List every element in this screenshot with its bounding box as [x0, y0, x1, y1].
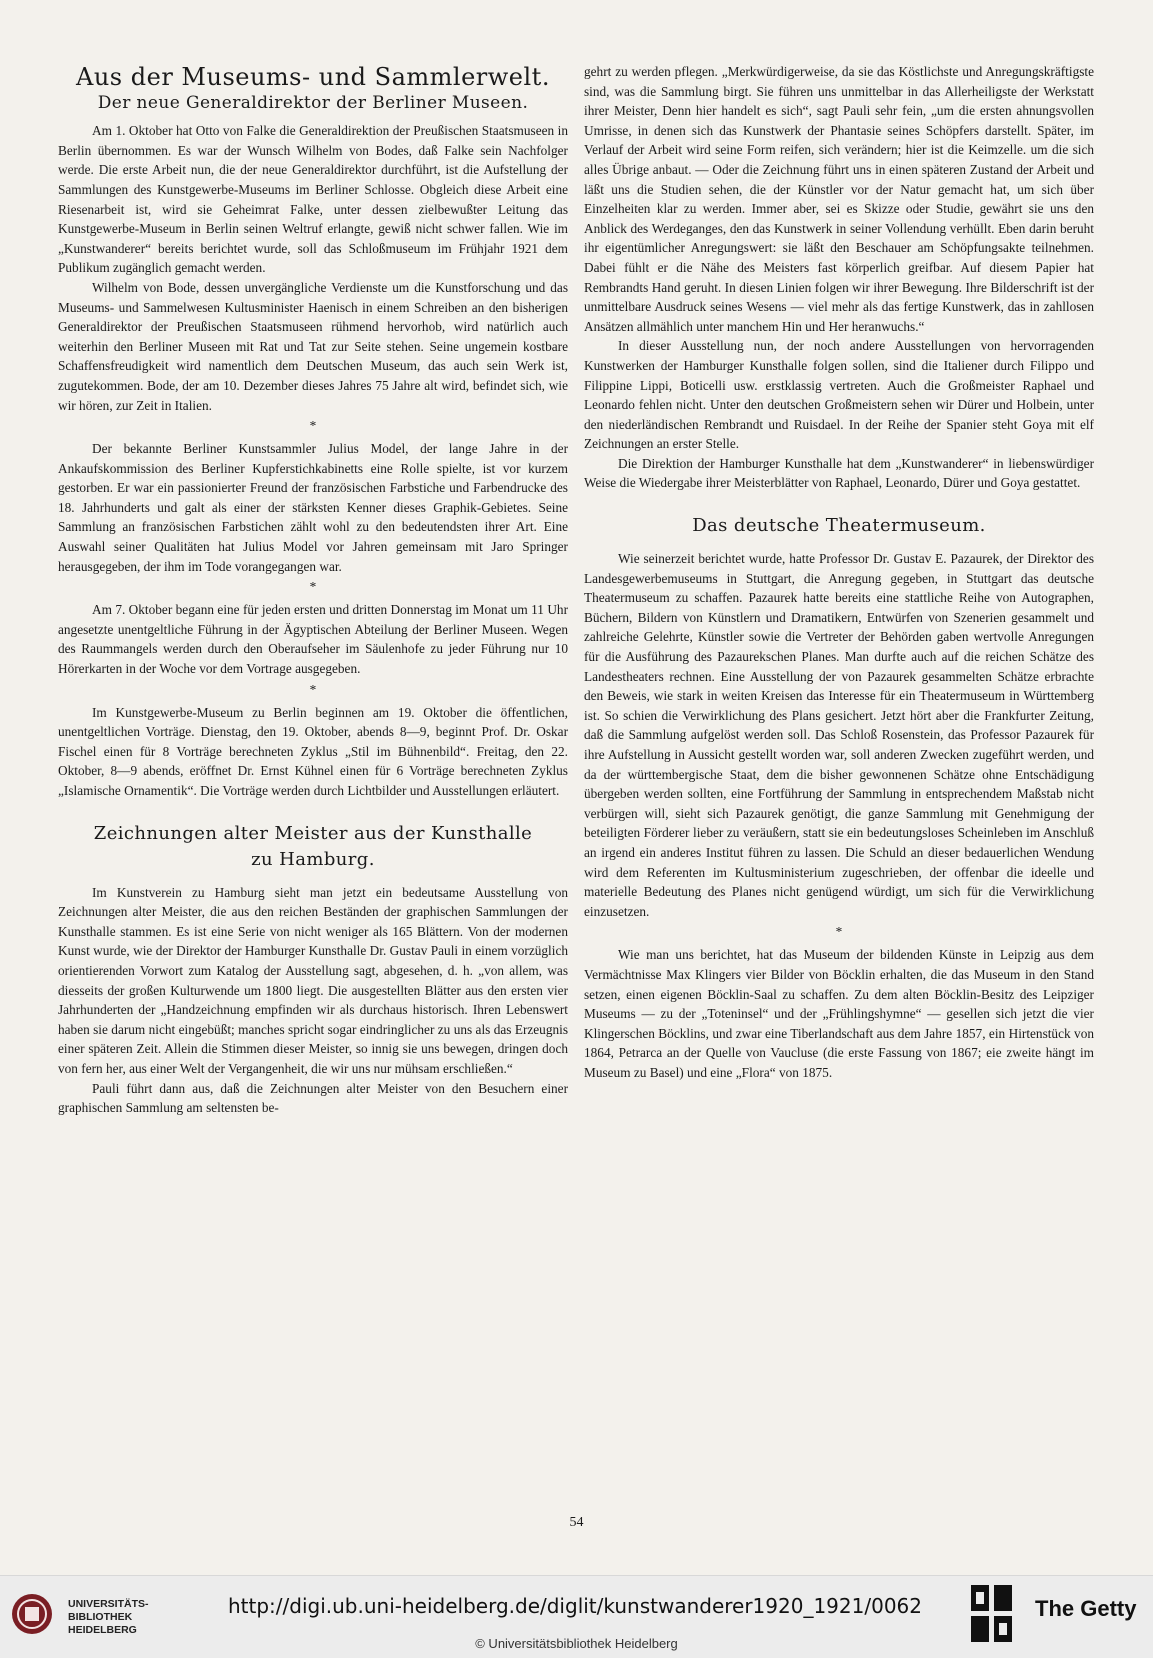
paragraph: gehrt zu werden pflegen. „Merkwürdigerweise, da sie das Köstlichste und Anregungskräftigste sind, was die Sammlung birgt. Sie führen uns unmittelbar in das Allerheiligste der Werkstatt ihrer Meister, Denn hier handelt es sich“, sagt Pauli sehr fein, „um die ersten ahnungsvollen Umrisse, in denen sich das Kunstwerk der Phantasie seines Schöpfers darstellt. Später, im Verlauf der Arbeit wird seine Form reifen, sich verändern; hier ist die Keimzelle. um die sich alles Übrige anbaut. — Oder die Zeichnung führt uns in einen späteren Zustand der Arbeit und läßt uns die Studien sehen, die der Künstler vor der Natur gemacht hat, um sich über Einzelheiten klar zu werden. Immer aber, sei es Skizze oder Studie, gewährt sie uns den Anblick des Werdeganges, den das Kunstwerk in seiner Vollendung verhüllt. Eben darin beruht ihr eigentümlicher Anregungswert: sie läßt den Beschauer am Schöpfungsakte teilnehmen. Dabei fühlt er die Nähe des Meisters fast körperlich greifbar. Auf diesem Papier hat Rembrandts Hand geruht. In diesen Linien folgen wir ihrer Bewegung. Ihre Bilderschrift ist der unmittelbare Ausdruck seines Wesens — viel mehr als das fertige Kunstwerk, das in zahllosen Ansätzen allmählich unter manchem Hin und Her heranwuchs.“ [584, 64, 1094, 334]
paragraph: Wilhelm von Bode, dessen unvergängliche Verdienste um die Kunstforschung und das Museums- und Sammelwesen Kultusminister Haenisch in einem Schreiben an den bisherigen Generaldirektor der Preußischen Staatsmuseen rühmend hervorhob, wird natürlich auch weiterhin den Berliner Museen mit Rat und Tat zur Seite stehen. Seine ungemein kostbare Schaffensfreudigkeit wird namentlich dem Deutschen Museum, das auch sein Werk ist, zugutekommen. Bode, der am 10. Dezember dieses Jahres 75 Jahre alt wird, befindet sich, wie wir hören, zur Zeit in Italien. [58, 279, 568, 413]
section-separator: * [309, 418, 317, 434]
left-column [58, 60, 568, 1118]
paragraph: Der bekannte Berliner Kunstsammler Julius Model, der lange Jahre in der Ankaufskommission des Berliner Kupferstichkabinetts eine Rolle spielte, ist vor kurzem gestorben. Er war ein passionierter Freund der französischen Farbstiche und Farbendrucke des 18. Jahrhunderts und galt als einer der stärksten Kenner dieses Graphik-Gebietes. Seine Sammlung an französischen Farbstichen zählt wohl zu den bedeutendsten ihrer Art. Eine Auswahl seiner Qualitäten hat Julius Model vor Jahren gemeinsam mit Jaro Springer herausgegeben, der ihm im Tode vorangegangen war. [58, 441, 568, 574]
page-number: 54 [569, 1515, 584, 1530]
paragraph: Am 1. Oktober hat Otto von Falke die Generaldirektion der Preußischen Staatsmuseen in Berlin übernommen. Es war der Wunsch Wilhelm von Bodes, daß Falke sein Nachfolger werde. Die erste Arbeit nun, die der neue Generaldirektor durchführt, ist die Aufstellung der Sammlungen des Kunstgewerbe-Museums im Berliner Schlosse. Obgleich diese Arbeit eine Riesenarbeit ist, wird sie Geheimrat Falke, unter dessen zielbewußter Leitung das Kunstgewerbe-Museum in Berlin seinen Weltruf erlangte, gewiß nicht schwer fallen. Wie im „Kunstwanderer“ bereits berichtet wurde, soll das Schloßmuseum im Frühjahr 1921 dem Publikum zugänglich gemacht werden. [58, 123, 568, 276]
heading-line: zu Hamburg. [251, 848, 375, 870]
university-seal-icon [10, 1592, 54, 1636]
section-separator: * [835, 924, 843, 940]
right-column [584, 62, 1094, 1083]
paragraph: Wie man uns berichtet, hat das Museum der bildenden Künste in Leipzig aus dem Vermächtnisse Max Klingers vier Bilder von Böcklin erhalten, die das Museum in den Stand setzen, einen eigenen Böcklin-Saal zu schaffen. Zu dem alten Böcklin-Besitz des Leipziger Museums — zu der „Toteninsel“ und der „Frühlingshymne“ — gesellen sich jetzt die vier Klingerschen Böcklins, und zwar eine Tiberlandschaft aus dem Jahre 1857, ein Hirtenstück von 1864, Petrarca an der Quelle von Vaucluse (die erste Fassung von 1867; eie zweite hängt im Museum zu Basel) und eine „Flora“ von 1875. [584, 947, 1094, 1080]
getty-logo-icon[interactable] [968, 1582, 1016, 1646]
getty-label: The Getty [1035, 1596, 1137, 1621]
paragraph: Am 7. Oktober begann eine für jeden ersten und dritten Donnerstag im Monat um 11 Uhr angesetzte unentgeltliche Führung in der Ägyptischen Abteilung der Berliner Museen. Wegen des Raummangels werden durch den Oberaufseher im Säulenhofe zu jeder Führung nur 10 Hörerkarten in der Woche vor dem Vortrage ausgegeben. [58, 602, 568, 677]
heading-line: Zeichnungen alter Meister aus der Kunsthalle [93, 822, 533, 844]
copyright-notice: © Universitätsbibliothek Heidelberg [475, 1636, 678, 1651]
paragraph: Die Direktion der Hamburger Kunsthalle hat dem „Kunstwanderer“ in liebenswürdiger Weise die Wiedergabe ihrer Meisterblätter von Raphael, Leonardo, Dürer und Goya gestattet. [584, 455, 1094, 491]
footer-bar [0, 1575, 1153, 1658]
article-heading-zeichnungen [58, 821, 568, 873]
library-name: UNIVERSITÄTS- BIBLIOTHEK HEIDELBERG [68, 1598, 149, 1636]
paragraph: Pauli führt dann aus, daß die Zeichnungen alter Meister von den Besuchern einer graphischen Sammlung am seltensten be- [58, 1080, 568, 1116]
section-separator: * [309, 681, 317, 697]
page-title: Aus der Museums- und Sammlerwelt. [76, 63, 550, 91]
source-url-link[interactable]: http://digi.ub.uni-heidelberg.de/diglit/kunstwanderer1920_1921/0062 [228, 1594, 922, 1618]
paragraph: Im Kunstgewerbe-Museum zu Berlin beginnen am 19. Oktober die öffentlichen, unentgeltlichen Vorträge. Dienstag, den 19. Oktober, abends 8—9, beginnt Prof. Dr. Oskar Fischel einen für 8 Vorträge berechneten Zyklus „Stil im Bühnenbild“. Freitag, den 22. Oktober, 8—9 abends, eröffnet Dr. Ernst Kühnel einen für 6 Vorträge berechneten Zyklus „Islamische Ornamentik“. Die Vorträge werden durch Lichtbilder und Ausstellungen erläutert. [58, 704, 568, 798]
article-heading-generaldirektor: Der neue Generaldirektor der Berliner Museen. [97, 92, 529, 113]
paragraph: In dieser Ausstellung nun, der noch andere Ausstellungen von hervorragenden Kunstwerken der Hamburger Kunsthalle folgen sollen, sind die Italiener durch Filippo und Filippine Lippi, Boticelli usw. erstklassig vertreten. Auch die Großmeister Raphael und Leonardo fehlen nicht. Unter den deutschen Großmeistern sehen wir Dürer und Holbein, unter den niederländischen Rembrandt und Ruisdael. In der Reihe der Spanier steht Goya mit elf Zeichnungen an erster Stelle. [584, 338, 1094, 452]
section-separator: * [309, 579, 317, 595]
article-heading-theatermuseum: Das deutsche Theatermuseum. [692, 515, 986, 537]
paragraph: Im Kunstverein zu Hamburg sieht man jetzt ein bedeutsame Ausstellung von Zeichnungen alter Meister, die aus den reichen Beständen der graphischen Sammlungen der Kunsthalle stammen. Es ist eine Serie von nicht weniger als 165 Blättern. Von der modernen Kunst wurde, wie der Direktor der Hamburger Kunsthalle Dr. Gustav Pauli in einem vorzüglich orientierenden Vorwort zum Katalog der Ausstellung sagt, abgesehen, d. h. „von allem, was diesseits der großen Kulturwende um 1800 liegt. Die ausgestellten Blätter aus den ersten vier Jahrhunderten der „Handzeichnung empfinden wir als durchaus historisch. Ihren Lebenswert haben sie darum nicht eingebüßt; manches spricht sogar eindringlicher zu uns als das Erzeugnis einer späteren Zeit. Allein die Stimmen dieser Meister, so innig sie uns bewegen, dringen doch von fern her, aus einer Welt der Vergangenheit, die wir uns nur mühsam erschließen.“ [58, 884, 568, 1076]
paragraph: Wie seinerzeit berichtet wurde, hatte Professor Dr. Gustav E. Pazaurek, der Direktor des Landesgewerbemuseums in Stuttgart, die Anregung gegeben, in Stuttgart das deutsche Theatermuseum zu schaffen. Pazaurek hatte bereits eine stattliche Reihe von Autographen, Büchern, Bildern von Künstlern und Dramatikern, Entwürfen von Szenerien gesammelt und zahlreiche Gelehrte, Künstler sowie die Vertreter der Behörden gaben wertvolle Anregungen für die Ausführung des Pazaurekschen Planes. Man durfte auch auf die reichen Schätze des Landestheaters rechnen. Eine Ausstellung der von Pazaurek gesammelten Schätze erbrachte den Beweis, wie stark in weiten Kreisen das Interesse für ein Theatermuseum in Württemberg ist. So schien die Verwirklichung des Plans gesichert. Jetzt hört aber die Frankfurter Zeitung, daß die Sammlung aufgelöst werden soll. Das Schloß Rosenstein, das Professor Pazaurek für ihre Aufstellung in Aussicht gestellt worden war, soll anderen Zwecken zugeführt werden, und da der württembergische Staat, dem die bisher gewonnenen Schätze ohne Entschädigung übergeben werden sollten, eine Fortführung der Sammlung in entsprechendem Maßstab nicht verbürgen will, sieht sich Pazaurek genötigt, die ganze Sammlung mit Genehmigung der beteiligten Förderer lieber zu veräußern, statt sie ein bedeutungsloses Scheinleben im Anschluß an irgend ein anderes Institut führen zu lassen. Die Schuld an dieser bedauerlichen Wendung wird dem Referenten im Kultusministerium zugeschrieben, der offenbar die ideelle und materielle Bedeutung des Planes nicht genügend würdigt, um sich für die Verwirklichung einzusetzen. [584, 551, 1094, 919]
